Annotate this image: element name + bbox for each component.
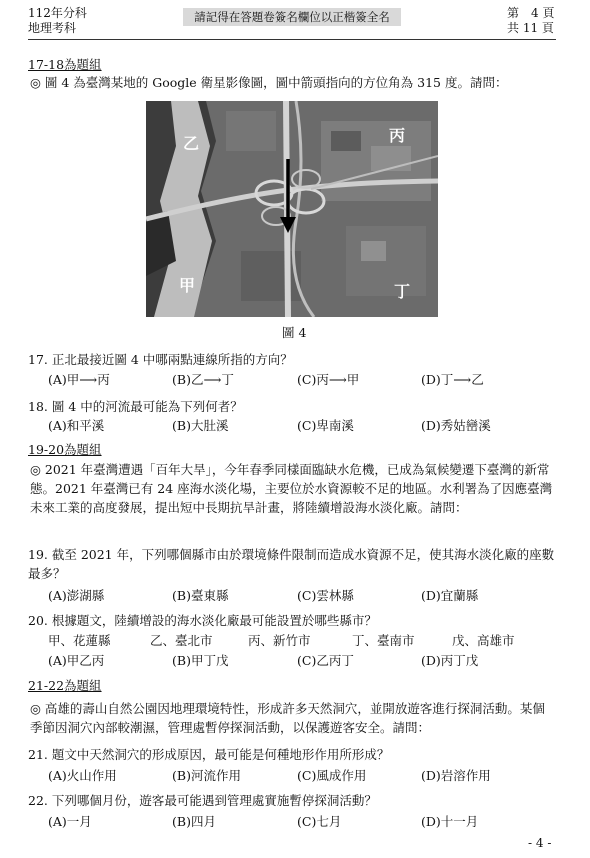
- point-label-bing: 丙: [389, 126, 406, 145]
- q22-option-c: (C)七月: [297, 814, 342, 829]
- q20-choice-jia: 甲、花蓮縣: [48, 633, 111, 648]
- group-intro-19-20: ◎ 2021 年臺灣遭遇「百年大旱」，今年春季同樣面臨缺水危機，已成為氣候變遷下臺灣的新常態。2021 年臺灣已有 24 座海水淡化場，主要位於水資源較不足的地區。水利署為了因應臺灣未來工業的高度發展，提出短中長期抗旱計畫，將陸續增設海水淡化廠。請問：: [30, 462, 553, 515]
- q20-option-d: (D)丙丁戊: [421, 653, 479, 668]
- group-intro-21-22: ◎ 高雄的壽山自然公園因地理環境特性，形成許多天然洞穴，並開放遊客進行探洞活動。某個季節因洞穴內部較潮濕，管理處暫停探洞活動，以保護遊客安全。請問：: [30, 701, 545, 735]
- total-pages: 共 11 頁: [507, 21, 554, 35]
- q21-option-c: (C)風成作用: [297, 768, 367, 783]
- q20-option-a: (A)甲乙丙: [48, 653, 105, 668]
- page-indicator: 第 4 頁: [507, 6, 555, 20]
- question-21-stem: 21. 題文中天然洞穴的形成原因，最可能是何種地形作用所形成？: [28, 747, 390, 762]
- question-18-stem: 18. 圖 4 中的河流最可能為下列何者？: [28, 399, 243, 414]
- q19-option-d: (D)宜蘭縣: [421, 588, 479, 603]
- q22-option-a: (A)一月: [48, 814, 92, 829]
- q17-option-c: (C)丙⟶甲: [297, 372, 360, 387]
- q17-option-d: (D)丁⟶乙: [421, 372, 484, 387]
- q20-option-b: (B)甲丁戊: [172, 653, 229, 668]
- group-title-19-20: 19-20為題組: [28, 442, 102, 457]
- q18-option-b: (B)大肚溪: [172, 418, 229, 433]
- header-divider: [28, 39, 556, 40]
- q19-option-a: (A)澎湖縣: [48, 588, 105, 603]
- q19-option-c: (C)雲林縣: [297, 588, 354, 603]
- point-label-jia: 甲: [179, 276, 196, 295]
- exam-year: 112年分科: [28, 6, 87, 20]
- q20-option-c: (C)乙丙丁: [297, 653, 354, 668]
- q21-option-d: (D)岩溶作用: [421, 768, 491, 783]
- exam-subject: 地理考科: [28, 21, 77, 35]
- q20-choice-bing: 丙、新竹市: [248, 633, 311, 648]
- q21-option-b: (B)河流作用: [172, 768, 241, 783]
- question-22-stem: 22. 下列哪個月份，遊客最可能遇到管理處實施暫停探洞活動？: [28, 793, 377, 808]
- question-17-stem: 17. 正北最接近圖 4 中哪兩點連線所指的方向？: [28, 352, 293, 367]
- q18-option-a: (A)和平溪: [48, 418, 105, 433]
- group-intro-17-18: ◎ 圖 4 為臺灣某地的 Google 衛星影像圖，圖中箭頭指向的方位角為 315 度。請問：: [30, 75, 508, 90]
- signature-notice: 請記得在答題卷簽名欄位以正楷簽全名: [183, 8, 401, 26]
- q21-option-a: (A)火山作用: [48, 768, 117, 783]
- q20-choice-yi: 乙、臺北市: [150, 633, 213, 648]
- q20-choice-wu: 戊、高雄市: [452, 633, 515, 648]
- q17-option-a: (A)甲⟶丙: [48, 372, 110, 387]
- question-20-stem: 20. 根據題文，陸續增設的海水淡化廠最可能設置於哪些縣市？: [28, 613, 377, 628]
- page-footer-number: - 4 -: [528, 836, 552, 850]
- q20-choice-ding: 丁、臺南市: [352, 633, 415, 648]
- q19-option-b: (B)臺東縣: [172, 588, 229, 603]
- q22-option-b: (B)四月: [172, 814, 216, 829]
- point-label-yi: 乙: [183, 134, 200, 153]
- q22-option-d: (D)十一月: [421, 814, 479, 829]
- group-title-17-18: 17-18為題組: [28, 57, 102, 72]
- q18-option-c: (C)卑南溪: [297, 418, 354, 433]
- point-label-ding: 丁: [394, 282, 411, 301]
- q18-option-d: (D)秀姑巒溪: [421, 418, 491, 433]
- figure-caption: 圖 4: [282, 325, 307, 340]
- q17-option-b: (B)乙⟶丁: [172, 372, 234, 387]
- question-19-stem: 19. 截至 2021 年，下列哪個縣市由於環境條件限制而造成水資源不足，使其海水淡化廠的座數最多？: [28, 547, 555, 581]
- satellite-image-figure-4: [146, 101, 438, 317]
- group-title-21-22: 21-22為題組: [28, 678, 102, 693]
